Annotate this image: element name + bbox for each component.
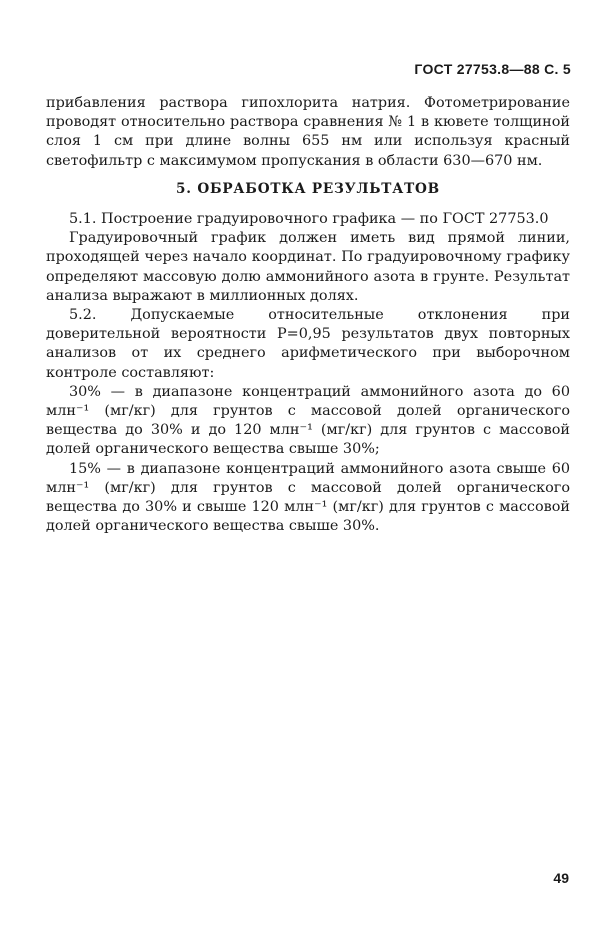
paragraph-5-2: 5.2. Допускаемые относительные отклонения при доверительной вероятности P=0,95 результатов двух повторных анализов от их среднего арифметического при выборочном контроле составляют:: [46, 307, 570, 381]
page-header: ГОСТ 27753.8—88 С. 5: [414, 61, 571, 77]
intro-paragraph: прибавления раствора гипохлорита натрия. Фотометрирование проводят относительно раствора сравнения № 1 в кювете толщиной слоя 1 см при длине волны 655 нм или используя красный светофильтр с максимумом пропускания в области 630—670 нм.: [46, 95, 570, 169]
paragraph-5-1: 5.1. Построение градуировочного графика — по ГОСТ 27753.0: [69, 211, 549, 227]
page-number: 49: [553, 870, 569, 886]
paragraph-calibration: Градуировочный график должен иметь вид прямой линии, проходящей через начало координат. По градуировочному графику определяют массовую долю аммонийного азота в грунте. Результат анализа выражают в миллионных долях.: [46, 230, 570, 304]
section-title: 5. ОБРАБОТКА РЕЗУЛЬТАТОВ: [176, 181, 440, 197]
paragraph-30-percent: 30% — в диапазоне концентраций аммонийного азота до 60 млн⁻¹ (мг/кг) для грунтов с массовой долей органического вещества до 30% и до 120 млн⁻¹ (мг/кг) для грунтов с массовой долей органического вещества свыше 30%;: [46, 383, 570, 458]
paragraph-15-percent: 15% — в диапазоне концентраций аммонийного азота свыше 60 млн⁻¹ (мг/кг) для грунтов с массовой долей органического вещества до 30% и свыше 120 млн⁻¹ (мг/кг) для грунтов с массовой долей органического вещества свыше 30%.: [46, 460, 570, 535]
section-5-body: [46, 210, 570, 536]
intro-block: [46, 94, 570, 171]
